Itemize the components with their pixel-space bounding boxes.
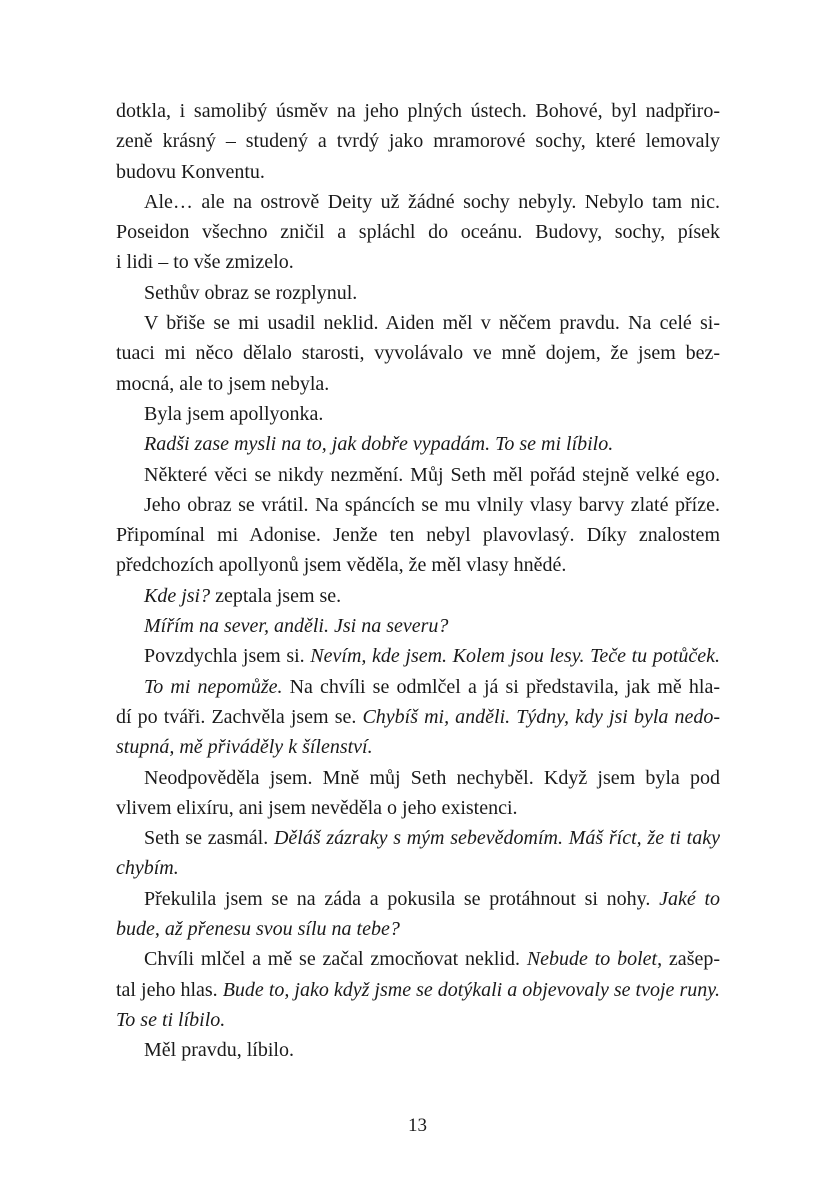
page-number: 13: [408, 1115, 427, 1136]
text-line: [116, 853, 720, 883]
text-line: [116, 702, 720, 732]
italic-text-run: Chybíš mi, anděli. Týdny, kdy jsi byla nedo-: [362, 705, 721, 728]
text-line: [116, 126, 720, 156]
text-run: dí po tváři. Zachvěla jsem se.: [116, 705, 363, 728]
text-run: Sethův obraz se rozplynul.: [144, 281, 358, 304]
italic-text-run: Nevím, kde jsem. Kolem jsou lesy. Teče tu potůček.: [310, 645, 720, 668]
text-line: [116, 732, 720, 762]
italic-text-run: Jaké to: [659, 887, 721, 910]
italic-text-run: Bude to, jako když jsme se dotýkali a objevovaly se tvoje runy.: [222, 978, 720, 1001]
text-line: [116, 308, 720, 338]
text-line: [116, 369, 720, 399]
text-run: Povzdychla jsem si.: [144, 645, 311, 668]
text-line: [116, 460, 720, 490]
text-line: [116, 914, 720, 944]
text-run: Některé věci se nikdy nezmění. Můj Seth měl pořád stejně velké ego.: [144, 463, 720, 486]
italic-text-run: Radši zase mysli na to, jak dobře vypadám. To se mi líbilo.: [144, 433, 614, 456]
text-line: [116, 944, 720, 974]
text-line: [116, 793, 720, 823]
text-line: [116, 520, 720, 550]
text-line: [116, 217, 720, 247]
italic-text-run: To mi nepomůže.: [144, 675, 283, 698]
text-line: [116, 399, 720, 429]
text-line: [116, 338, 720, 368]
italic-text-run: chybím.: [116, 857, 179, 880]
italic-text-run: To se ti líbilo.: [116, 1008, 226, 1031]
italic-text-run: stupná, mě přiváděly k šílenství.: [116, 736, 373, 759]
text-line: [116, 1035, 720, 1065]
text-run: dotkla, i samolibý úsměv na jeho plných ústech. Bohové, byl nadpřiro-: [116, 100, 720, 122]
text-run: zeptala jsem se.: [210, 584, 342, 607]
text-line: [116, 550, 720, 580]
text-run: tuaci mi něco dělalo starosti, vyvolávalo ve mně dojem, že jsem bez-: [116, 342, 720, 365]
text-line: [116, 1005, 720, 1035]
text-line: [116, 975, 720, 1005]
text-line: [116, 763, 720, 793]
text-run: Poseidon všechno zničil a spláchl do oceánu. Budovy, sochy, písek: [116, 221, 720, 244]
text-run: V břiše se mi usadil neklid. Aiden měl v něčem pravdu. Na celé si-: [144, 312, 720, 335]
italic-text-run: Kde jsi?: [144, 584, 211, 607]
text-run: předchozích apollyonů jsem věděla, že měl vlasy hnědé.: [116, 554, 567, 577]
text-line: [116, 884, 720, 914]
text-run: i lidi – to vše zmizelo.: [116, 251, 294, 274]
italic-text-run: Mířím na sever, anděli. Jsi na severu?: [144, 615, 449, 638]
text-run: Neodpověděla jsem. Mně můj Seth nechyběl. Když jsem byla pod: [144, 766, 720, 789]
text-line: [116, 490, 720, 520]
text-run: Měl pravdu, líbilo.: [144, 1039, 294, 1062]
text-line: [116, 641, 720, 671]
text-line: [116, 611, 720, 641]
text-line: [116, 823, 720, 853]
text-run: tal jeho hlas.: [116, 978, 223, 1001]
text-run: vlivem elixíru, ani jsem nevěděla o jeho existenci.: [116, 796, 518, 819]
text-run: Chvíli mlčel a mě se začal zmocňovat neklid.: [144, 948, 527, 971]
italic-text-run: Děláš zázraky s mým sebevědomím. Máš říct, že ti taky: [273, 827, 720, 850]
text-run: Byla jsem apollyonka.: [144, 402, 324, 425]
text-line: [116, 581, 720, 611]
book-page-text: [116, 96, 720, 1066]
text-line: [116, 187, 720, 217]
text-run: , zašep-: [657, 948, 721, 971]
text-run: Jeho obraz se vrátil. Na spáncích se mu vlnily vlasy barvy zlaté příze.: [144, 493, 720, 516]
text-line: [116, 278, 720, 308]
text-run: Na chvíli se odmlčel a já si představila, jak mě hla-: [282, 675, 720, 698]
italic-text-run: bude, až přenesu svou sílu na tebe?: [116, 918, 400, 941]
text-run: Připomínal mi Adonise. Jenže ten nebyl plavovlasý. Díky znalostem: [116, 524, 720, 547]
text-run: zeně krásný – studený a tvrdý jako mramorové sochy, které lemovaly: [116, 130, 720, 153]
text-line: [116, 247, 720, 277]
text-run: Překulila jsem se na záda a pokusila se protáhnout si nohy.: [144, 887, 660, 910]
text-line: [116, 96, 720, 126]
text-run: mocná, ale to jsem nebyla.: [116, 372, 330, 395]
text-run: budovu Konventu.: [116, 160, 265, 183]
text-run: Ale… ale na ostrově Deity už žádné sochy nebyly. Nebylo tam nic.: [144, 190, 720, 213]
text-line: [116, 429, 720, 459]
italic-text-run: Nebude to bolet: [526, 948, 658, 971]
text-run: Seth se zasmál.: [144, 827, 274, 850]
text-line: [116, 672, 720, 702]
text-line: [116, 157, 720, 187]
